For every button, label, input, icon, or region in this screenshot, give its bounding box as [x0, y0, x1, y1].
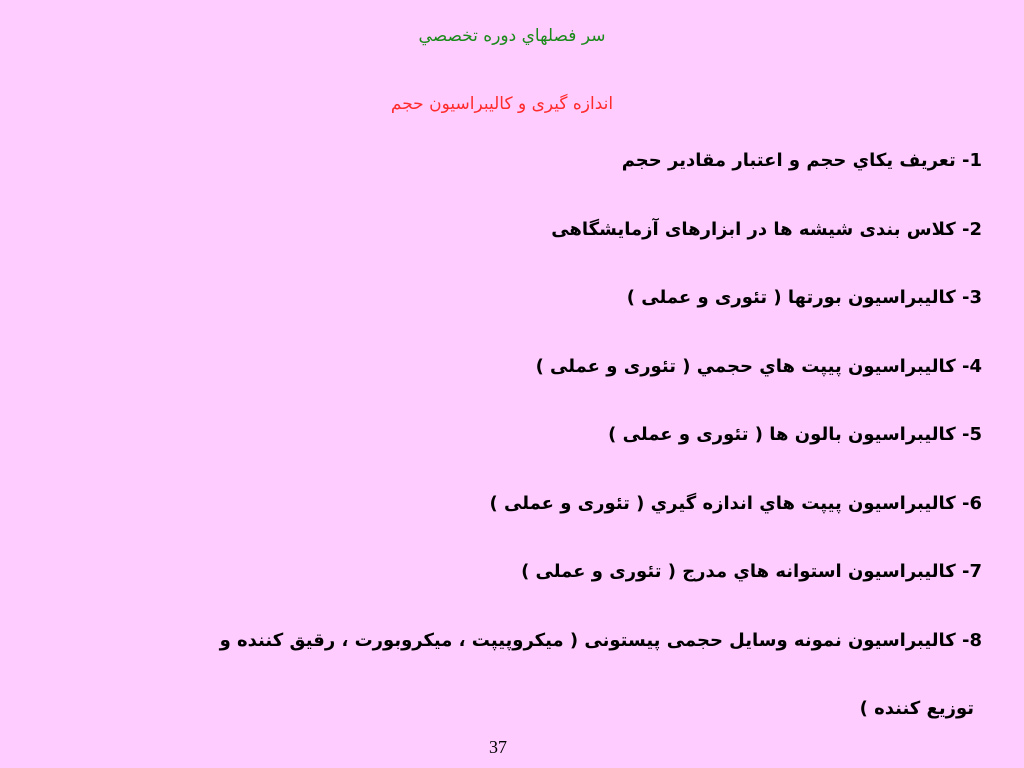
- list-item: 8- کالیبراسیون نمونه وسایل حجمی پیستونی ( میکروپیپت ، میکروبورت ، رقیق کننده و: [219, 629, 982, 651]
- list-item: 6- کالیبراسیون پیپت هاي اندازه گیري ( تئوری و عملی ): [489, 492, 982, 514]
- list-item-continuation: توزیع کننده ): [859, 698, 974, 719]
- list-item: 4- کالیبراسیون پیپت هاي حجمي ( تئوری و عملی ): [535, 355, 982, 377]
- topic-list: [82, 148, 982, 765]
- list-item: 2- کلاس بندی شیشه ها در ابزارهای آزمایشگاهی: [551, 218, 982, 240]
- list-item: 7- کالیبراسیون استوانه هاي مدرج ( تئوری و عملی ): [521, 561, 982, 582]
- list-item: 1- تعریف یکاي حجم و اعتبار مقادیر حجم: [621, 150, 982, 171]
- list-item: 3- کالیبراسیون بورتها ( تئوری و عملی ): [626, 287, 982, 308]
- page-number: 37: [489, 737, 507, 757]
- list-item: 5- کالیبراسیون بالون ها ( تئوری و عملی ): [608, 424, 982, 445]
- course-header: سر فصلهاي دوره تخصصي: [418, 26, 606, 46]
- section-subtitle: اندازه گیری و کالیبراسیون حجم: [390, 94, 614, 114]
